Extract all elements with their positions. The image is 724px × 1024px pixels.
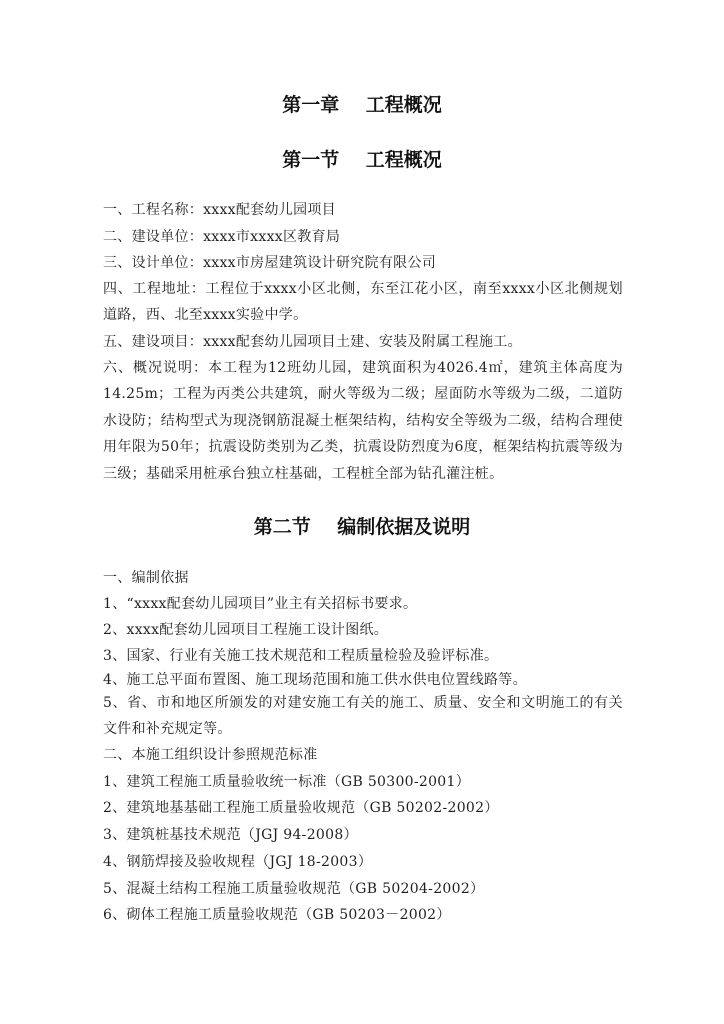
- designer-line: 三、设计单位：xxxx市房屋建筑设计研究院有限公司: [103, 255, 437, 271]
- standard-item: 5、混凝土结构工程施工质量验收规范（GB 50204-2002）: [103, 881, 485, 897]
- basis-item: 4、施工总平面布置图、施工现场范围和施工供水供电位置线路等。: [103, 672, 527, 688]
- section-1-title: 第一节 工程概况: [282, 149, 442, 171]
- standard-item: 1、建筑工程施工质量验收统一标准（GB 50300-2001）: [103, 774, 471, 790]
- basis-item: 3、国家、行业有关施工技术规范和工程质量检验及验评标准。: [103, 648, 499, 664]
- standard-item: 2、建筑地基基础工程施工质量验收规范（GB 50202-2002）: [103, 800, 499, 816]
- standard-item: 6、砌体工程施工质量验收规范（GB 50203－2002）: [103, 907, 451, 923]
- construction-scope-line: 五、建设项目：xxxx配套幼儿园项目土建、安装及附属工程施工。: [103, 334, 522, 350]
- overview-paragraph: 六、概况说明：本工程为12班幼儿园，建筑面积为4026.4㎡，建筑主体高度为14.25m；工程为丙类公共建筑，耐火等级为二级；屋面防水等级为二级，二道防水设防；结构型式为现浇钢筋混凝土框架结构，结构安全等级为二级，结构合理使用年限为50年；抗震设防类别为乙类，抗震设防烈度为6度，框架结构抗震等级为三级；基础采用桩承台独立柱基础，工程桩全部为钻孔灌注桩。: [103, 360, 623, 482]
- project-name-line: 一、工程名称：xxxx配套幼儿园项目: [103, 202, 336, 218]
- basis-item-5-paragraph: 5、省、市和地区所颁发的对建安施工有关的施工、质量、安全和文明施工的有关文件和补充规定等。: [103, 695, 623, 738]
- basis-item: 1、“xxxx配套幼儿园项目”业主有关招标书要求。: [103, 596, 418, 612]
- standards-heading: 二、本施工组织设计参照规范标准: [103, 747, 318, 763]
- basis-item: 2、xxxx配套幼儿园项目工程施工设计图纸。: [103, 622, 389, 638]
- standard-item: 3、建筑桩基技术规范（JGJ 94-2008）: [103, 827, 358, 843]
- owner-line: 二、建设单位：xxxx市xxxx区教育局: [103, 229, 341, 245]
- basis-heading: 一、编制依据: [103, 570, 189, 586]
- section-2-title: 第二节 编制依据及说明: [253, 516, 471, 538]
- address-paragraph: 四、工程地址：工程位于xxxx小区北侧，东至江花小区，南至xxxx小区北侧规划道路，西、北至xxxx实验中学。: [103, 281, 623, 324]
- chapter-title: 第一章 工程概况: [282, 94, 442, 116]
- standard-item: 4、钢筋焊接及验收规程（JGJ 18-2003）: [103, 854, 373, 870]
